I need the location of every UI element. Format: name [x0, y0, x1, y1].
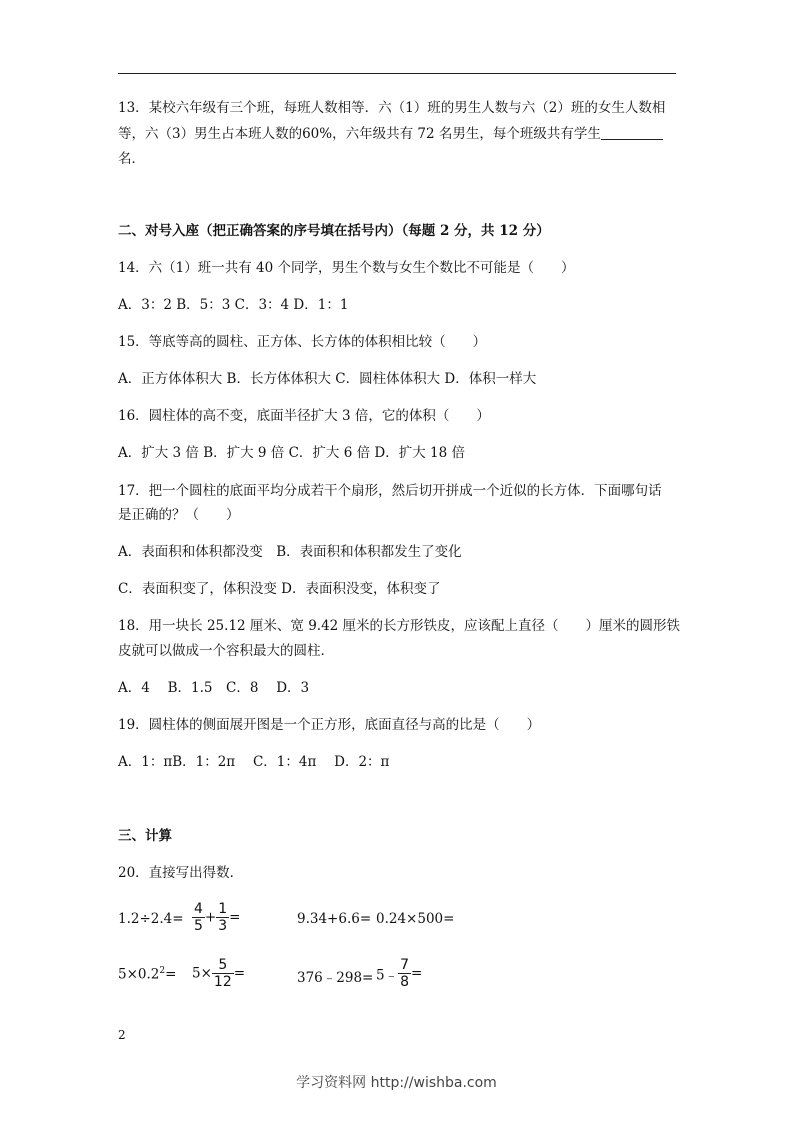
exponent: 2 [159, 966, 166, 976]
calc-8 [376, 957, 422, 990]
header-rule [118, 73, 676, 74]
denominator: 12 [213, 974, 232, 990]
fraction-1-3 [216, 901, 229, 934]
denominator: 3 [218, 918, 228, 934]
q13-line1: 13．某校六年级有三个班，每班人数相等．六（1）班的男生人数与六（2）班的女生人数相 [118, 100, 666, 116]
q13-line3: 名． [118, 151, 145, 167]
numerator: 1 [218, 901, 228, 917]
answer-blank [601, 125, 663, 140]
q15-options: A．正方体体积大 B．长方体体积大 C．圆柱体体积大 D．体积一样大 [118, 371, 537, 387]
q14-options: A．3：2 B．5：3 C．3：4 D．1：1 [118, 297, 349, 313]
section3-heading: 三、计算 [118, 828, 172, 844]
footer-watermark: 学习资料网 http://wishba.com [296, 1075, 497, 1091]
fraction-7-8 [398, 957, 411, 990]
calc-2 [192, 901, 240, 934]
plus-sign: + [204, 909, 217, 926]
denominator: 5 [194, 918, 203, 934]
q19-options: A．1：πB．1：2π C．1：4π D．2：π [118, 754, 390, 770]
denominator: 8 [400, 974, 410, 990]
q17-options1: A．表面积和体积都没变 B．表面积和体积都发生了变化 [118, 544, 462, 560]
calc-5-base: 5×0.2 [118, 966, 160, 983]
calc-8-prefix: 5﹣ [376, 967, 399, 984]
calc-7: 376﹣298= [297, 970, 374, 986]
q14-question: 14．六（1）班一共有 40 个同学，男生个数与女生个数比不可能是（ ） [118, 260, 575, 276]
equals-sign: = [165, 966, 177, 983]
calc-4: 0.24×500= [376, 911, 455, 927]
q13-line2 [118, 124, 663, 144]
numerator: 4 [194, 901, 203, 917]
equals-sign: = [229, 909, 241, 926]
page-number: 2 [118, 1028, 126, 1042]
numerator: 7 [400, 957, 410, 973]
section2-heading: 二、对号入座（把正确答案的序号填在括号内）（每题 2 分，共 12 分） [118, 223, 550, 239]
equals-sign: = [411, 965, 423, 982]
q17-options2: C．表面积变了，体积没变 D．表面积没变，体积变了 [118, 581, 441, 597]
q17-line2: 是正确的？（ ） [118, 507, 240, 523]
q13-line2-text: 等，六（3）男生占本班人数的60%，六年级共有 72 名男生，每个班级共有学生 [118, 126, 601, 142]
q20-question: 20．直接写出得数． [118, 865, 244, 881]
fraction-4-5 [192, 901, 205, 934]
q18-options: A．4 B．1.5 C．8 D．3 [118, 680, 310, 696]
q18-line1: 18．用一块长 25.12 厘米、宽 9.42 厘米的长方形铁皮，应该配上直径（ ）厘米的圆形铁 [118, 618, 681, 634]
q19-question: 19．圆柱体的侧面展开图是一个正方形，底面直径与高的比是（ ） [118, 717, 541, 733]
q18-line2: 皮就可以做成一个容积最大的圆柱． [118, 643, 334, 659]
equals-sign: = [233, 965, 246, 982]
calc-3: 9.34+6.6= [297, 911, 372, 927]
fraction-5-12 [212, 957, 234, 990]
q17-line1: 17．把一个圆柱的底面平均分成若干个扇形，然后切开拼成一个近似的长方体．下面哪句话 [118, 483, 662, 499]
numerator: 5 [218, 957, 228, 973]
calc-6 [192, 957, 245, 990]
q16-question: 16．圆柱体的高不变，底面半径扩大 3 倍，它的体积（ ） [118, 408, 490, 424]
calc-5 [118, 966, 176, 983]
calc-6-prefix: 5× [192, 965, 212, 982]
q16-options: A．扩大 3 倍 B．扩大 9 倍 C．扩大 6 倍 D．扩大 18 倍 [118, 445, 465, 461]
calc-1: 1.2÷2.4= [118, 911, 184, 927]
q15-question: 15．等底等高的圆柱、正方体、长方体的体积相比较（ ） [118, 334, 487, 350]
